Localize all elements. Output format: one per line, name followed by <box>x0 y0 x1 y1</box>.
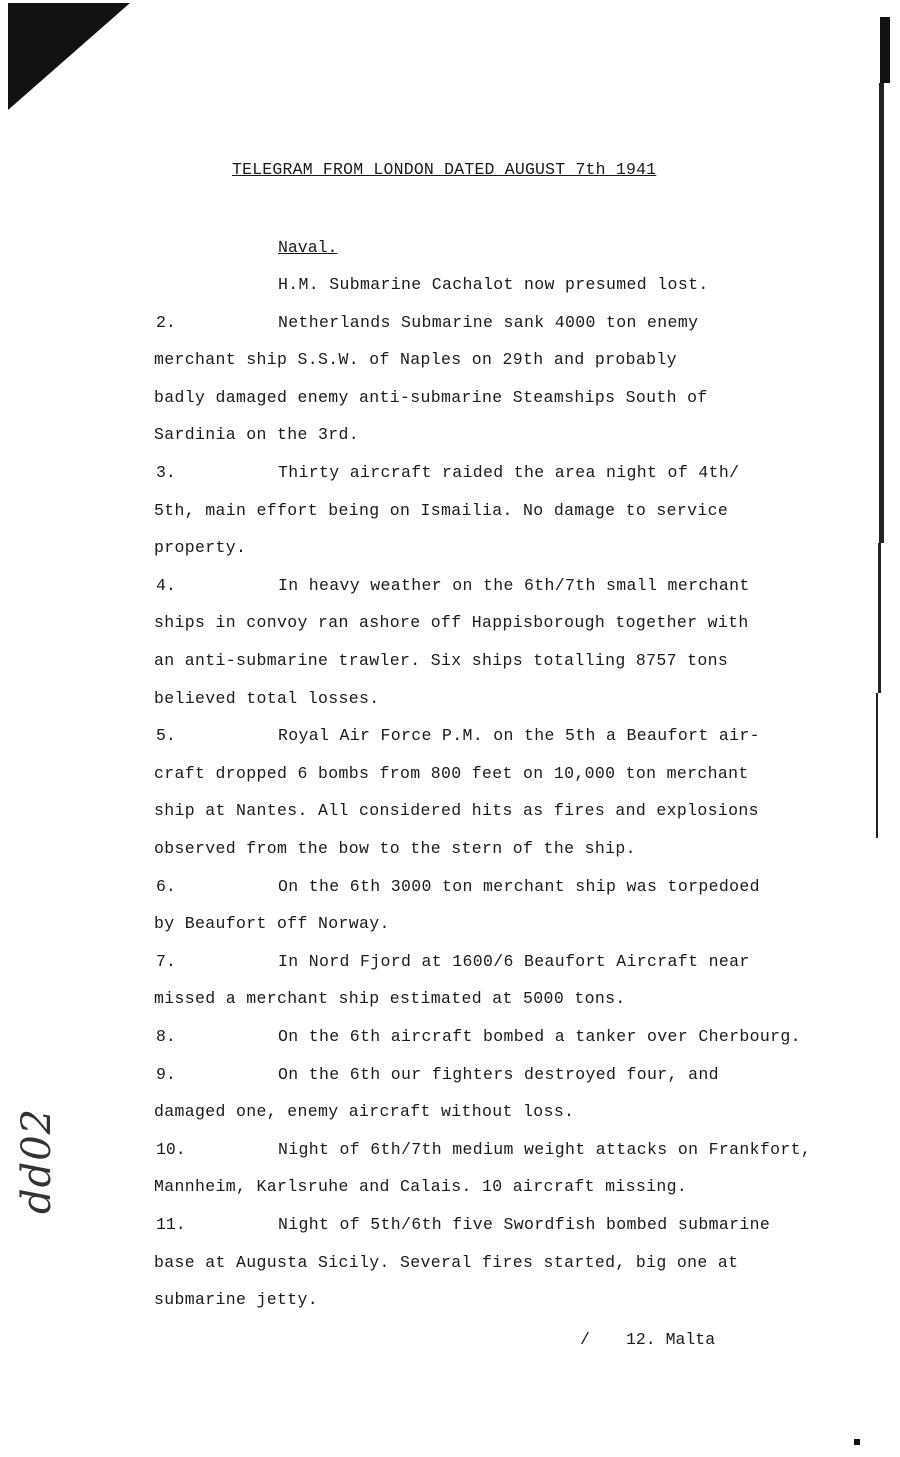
paragraph-number: 4. <box>156 576 176 595</box>
paragraph-number: 7. <box>156 952 176 971</box>
next-page-marker: / <box>580 1330 590 1349</box>
paragraph-number: 5. <box>156 726 176 745</box>
text-line: Mannheim, Karlsruhe and Calais. 10 aircraft missing. <box>154 1177 688 1196</box>
text-line: Sardinia on the 3rd. <box>154 425 360 444</box>
paragraph-number: 2. <box>156 313 176 332</box>
text-line: On the 6th aircraft bombed a tanker over Cherbourg. <box>278 1027 801 1046</box>
text-line: an anti-submarine trawler. Six ships totalling 8757 tons <box>154 651 729 670</box>
paragraph-number: 11. <box>156 1215 186 1234</box>
text-line: observed from the bow to the stern of the ship. <box>154 839 636 858</box>
text-line: On the 6th our fighters destroyed four, and <box>278 1065 719 1084</box>
margin-note: dd02 <box>14 1107 60 1214</box>
text-line: merchant ship S.S.W. of Naples on 29th and probably <box>154 350 677 369</box>
text-line: Night of 6th/7th medium weight attacks on Frankfort, <box>278 1140 812 1159</box>
text-line: believed total losses. <box>154 689 380 708</box>
text-line: ship at Nantes. All considered hits as fires and explosions <box>154 801 759 820</box>
text-line: base at Augusta Sicily. Several fires started, big one at <box>154 1253 739 1272</box>
text-line: Royal Air Force P.M. on the 5th a Beaufort air- <box>278 726 760 745</box>
text-line: Netherlands Submarine sank 4000 ton enemy <box>278 313 699 332</box>
edge-line <box>879 83 884 543</box>
edge-line <box>876 693 878 838</box>
paragraph-number: 6. <box>156 877 176 896</box>
text-line: 5th, main effort being on Ismailia. No damage to service <box>154 501 729 520</box>
text-line: Night of 5th/6th five Swordfish bombed submarine <box>278 1215 771 1234</box>
text-line: On the 6th 3000 ton merchant ship was torpedoed <box>278 877 760 896</box>
text-line: badly damaged enemy anti-submarine Steamships South of <box>154 388 708 407</box>
text-line: In heavy weather on the 6th/7th small merchant <box>278 576 750 595</box>
text-line: craft dropped 6 bombs from 800 feet on 10,000 ton merchant <box>154 764 749 783</box>
text-line: In Nord Fjord at 1600/6 Beaufort Aircraft near <box>278 952 750 971</box>
document-title: TELEGRAM FROM LONDON DATED AUGUST 7th 1941 <box>232 160 657 179</box>
text-line: by Beaufort off Norway. <box>154 914 390 933</box>
corner-mark <box>8 3 130 110</box>
text-line: Thirty aircraft raided the area night of 4th/ <box>278 463 740 482</box>
text-line: property. <box>154 538 247 557</box>
paragraph-number: 8. <box>156 1027 176 1046</box>
text-line: ships in convoy ran ashore off Happisborough together with <box>154 613 749 632</box>
text-line: submarine jetty. <box>154 1290 319 1309</box>
page-dot <box>854 1439 860 1445</box>
paragraph-number: 3. <box>156 463 176 482</box>
section-heading: Naval. <box>278 238 338 257</box>
text-line: missed a merchant ship estimated at 5000 tons. <box>154 989 626 1008</box>
paragraph-number: 10. <box>156 1140 186 1159</box>
edge-line <box>878 543 881 693</box>
next-page-label: 12. Malta <box>626 1330 716 1349</box>
text-line: H.M. Submarine Cachalot now presumed lost. <box>278 275 709 294</box>
edge-bar <box>880 17 890 83</box>
text-line: damaged one, enemy aircraft without loss. <box>154 1102 575 1121</box>
paragraph-number: 9. <box>156 1065 176 1084</box>
